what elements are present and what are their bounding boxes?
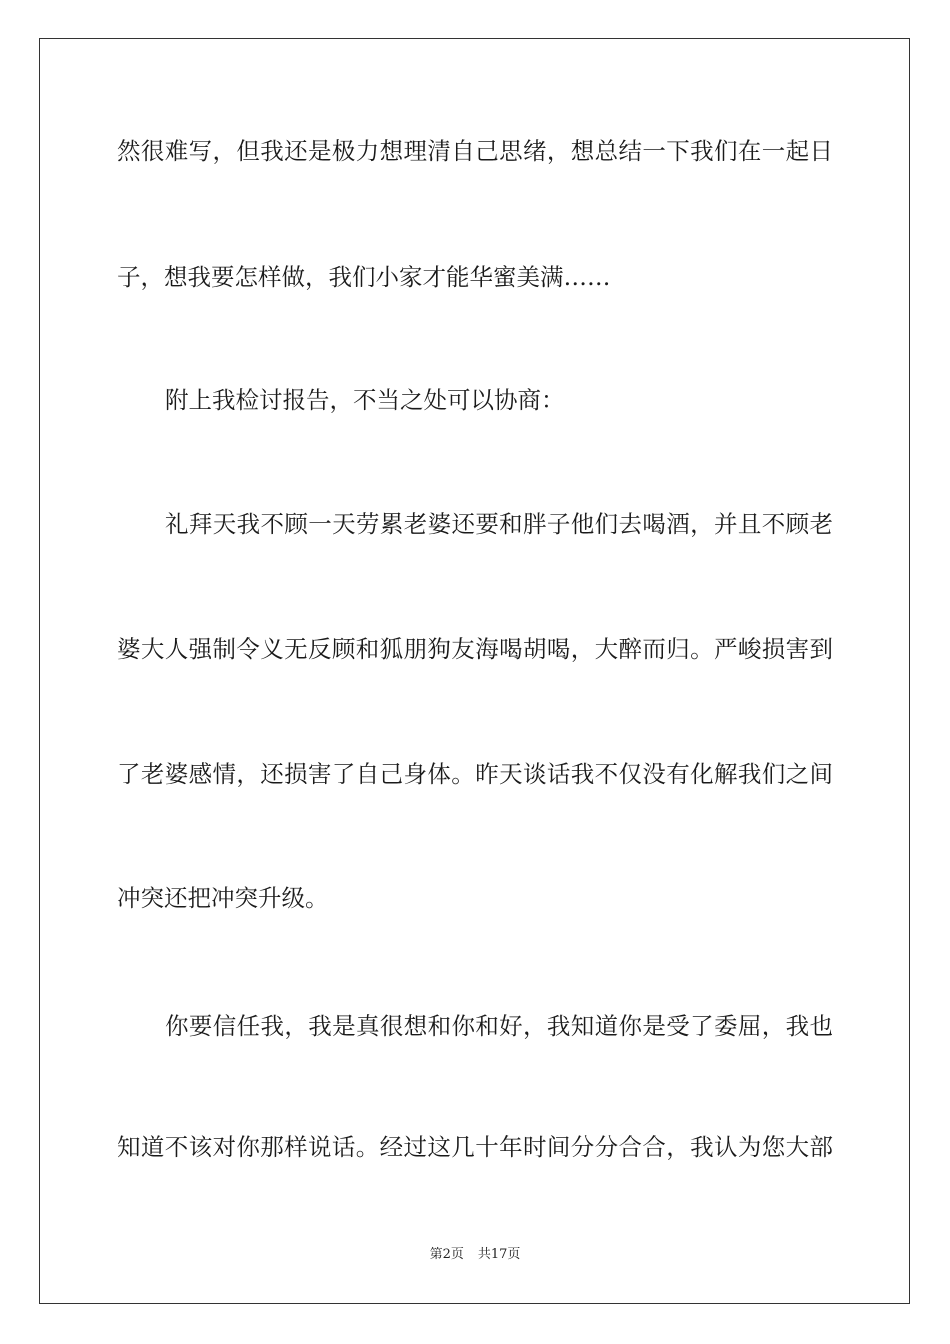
page-total: 共17页 [477,1247,521,1262]
body-line-9: 知道不该对你那样说话。经过这几十年时间分分合合，我认为您大部 [117,1133,833,1161]
body-line-3: 附上我检讨报告，不当之处可以协商： [165,386,565,414]
body-line-1: 然很难写，但我还是极力想理清自己思绪，想总结一下我们在一起日 [117,137,833,165]
body-line-5: 婆大人强制令义无反顾和狐朋狗友海喝胡喝，大醉而归。严峻损害到 [117,635,833,663]
page-number: 第2页 [429,1247,464,1262]
body-line-8: 你要信任我，我是真很想和你和好，我知道你是受了委屈，我也 [165,1012,833,1040]
page-border [39,38,910,1304]
page-footer [0,1246,950,1264]
body-line-7: 冲突还把冲突升级。 [117,884,329,912]
body-line-4: 礼拜天我不顾一天劳累老婆还要和胖子他们去喝酒，并且不顾老 [165,510,833,538]
body-line-2: 子，想我要怎样做，我们小家才能华蜜美满…… [117,263,611,291]
body-line-6: 了老婆感情，还损害了自己身体。昨天谈话我不仅没有化解我们之间 [117,760,833,788]
